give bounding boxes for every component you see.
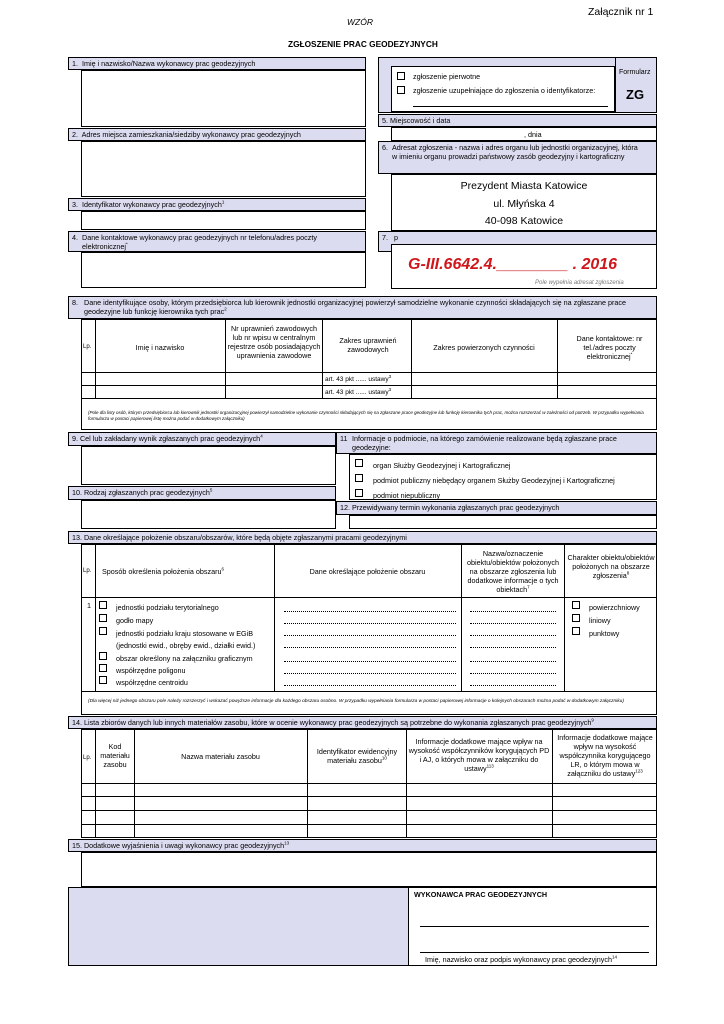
s13-col-sposob: Sposób określenia położenia obszaru$^6$ [102,566,224,576]
section-4-field[interactable] [81,252,366,288]
section-13-header: 13. Dane określające położenie obszaru/obszarów, które będą objęte zgłaszanymi pracami geodezyjnymi [68,531,657,544]
adresat-line-2: ul. Młyńska 4 [493,198,555,210]
s13-opt-3: jednostki podziału kraju stosowane w EGiB [116,629,254,638]
section-10-field[interactable] [81,500,336,529]
s13-nazwa-line[interactable] [470,647,556,648]
formularz-label: Formularz [619,69,651,76]
s13-opt-5: współrzędne poligonu [116,666,186,675]
s13-nazwa-line[interactable] [470,611,556,612]
section-4-header: 4. Dane kontaktowe wykonawcy prac geodezyjnych nr telefonu/adres poczty elektronicznej* [68,231,366,252]
case-number-note: Pole wypełnia adresat zgłoszenia [535,280,624,286]
s14-col-info: Informacje dodatkowe mające wpływ na wysokość współczynników korygujących PD i AJ, o których mowa w załączniku do ustawy$^{113}$ [408,737,550,773]
s13-nazwa-line[interactable] [470,623,556,624]
s8-note: (Pole dla listy osób, którym przedsiębiorca lub kierownik jednostki organizacyjnej powierzył samodzielne wykonanie czynności składających się na zgłaszane prace geodezyjne lub funkcję kierownika tych prac, można rozszerzać w zależności od potrzeb. W przypadku wypełniania formularza w postaci papierowej listę można podać w dodatkowym załączniku) [88,410,644,421]
s13-dane-line[interactable] [284,635,456,636]
s13-col-charakter: Charakter obiektu/obiektów położonych na obszarze zgłoszenia$^8$ [567,553,655,580]
signature-title: WYKONAWCA PRAC GEODEZYJNYCH [414,890,548,899]
s13-char-3: punktowy [589,629,620,638]
s13-dane-line[interactable] [284,661,456,662]
s14-col-lp: Lp. [83,755,92,761]
checkbox-podmiot-niepubliczny[interactable] [355,489,363,497]
section-12-field[interactable] [349,515,657,529]
s13-col-lp: Lp. [83,568,92,574]
checkbox-powierzchniowy[interactable] [572,601,580,609]
section-6-header: 6. Adresat zgłoszenia - nazwa i adres organu lub jednostki organizacyjnej, która w imieniu organu prowadzi państwowy zasób geodezyjny i kartograficzny [378,141,657,174]
s13-opt-1: jednostki podziału terytorialnego [116,603,219,612]
section-2-field[interactable] [81,141,366,197]
s8-col-name: Imię i nazwisko [135,343,185,352]
form-code: ZG [626,87,645,102]
s13-note: (Dla więcej niż jednego obszaru pole należy rozszerzyć i wskazać powyższe informacje dla każdego obszaru osobno. W przypadku wypełniania formularza w postaci papierowej informacje o kolejnych obszarach można podać w dodatkowym załączniku) [88,699,624,704]
option-zgloszenie-uzupelniajace: zgłoszenie uzupełniające do zgłoszenia o identyfikatorze: [413,86,596,95]
section-7-header: 7. p [378,231,657,252]
s14-col-id: Identyfikator ewidencyjny materiału zasobu$^{10}$ [316,747,398,765]
option-organ-sgik: organ Służby Geodezyjnej i Kartograficznej [373,461,511,470]
checkbox-zgloszenie-pierwotne[interactable] [397,72,405,80]
checkbox-liniowy[interactable] [572,614,580,622]
checkbox-podmiot-publiczny[interactable] [355,474,363,482]
signature-caption: Imię, nazwisko oraz podpis wykonawcy prac geodezyjnych$^{14}$ [425,954,617,964]
date-dnia-label: , dnia [524,130,542,139]
s13-nazwa-line[interactable] [470,635,556,636]
s8-col-czynnosci: Zakres powierzonych czynności [433,343,535,352]
annex-label: Załącznik nr 1 [588,6,654,18]
section-9-field[interactable] [81,446,336,485]
s13-opt-6: współrzędne centroidu [116,678,188,687]
section-12-header: 12. Przewidywany termin wykonania zgłaszanych prac geodezyjnych [336,501,657,515]
checkbox-jednostki-terytorialne[interactable] [99,601,107,609]
checkbox-zalacznik-graficzny[interactable] [99,652,107,660]
section-15-header: 15. Dodatkowe wyjaśnienia i uwagi wykonawcy prac geodezyjnych$^{13}$ [68,839,657,852]
option-podmiot-publiczny: podmiot publiczny niebędący organem Służby Geodezyjnej i Kartograficznej [373,476,615,485]
checkbox-punktowy[interactable] [572,627,580,635]
adresat-line-3: 40-098 Katowice [484,215,564,227]
section-3-field[interactable] [81,211,366,230]
wzor-label: WZÓR [347,17,373,27]
section-10-header: 10. Rodzaj zgłaszanych prac geodezyjnych$^5$ [68,486,336,500]
s8-col-kontakt: Dane kontaktowe: nr tel./adres poczty elektronicznej* [576,334,643,361]
s13-nazwa-line[interactable] [470,685,556,686]
s8-col-nr: Nr uprawnień zawodowych lub nr wpisu w centralnym rejestrze osób posiadających uprawnienia zawodowe [227,324,321,360]
section-3-header: 3. Identyfikator wykonawcy prac geodezyjnych$^1$ [68,198,366,211]
s13-opt-3b: (jednostki ewid., obręby ewid., działki ewid.) [116,641,256,650]
option-zgloszenie-pierwotne: zgłoszenie pierwotne [413,72,481,81]
page-title: ZGŁOSZENIE PRAC GEODEZYJNYCH [288,39,438,49]
checkbox-organ-sgik[interactable] [355,459,363,467]
s13-dane-line[interactable] [284,673,456,674]
s13-col-nazwa: Nazwa/oznaczenie obiektu/obiektów położonych na obszarze zgłoszenia lub dodatkowe informacje o tych obiektach$^7$ [467,549,559,594]
s14-col-nazwa: Nazwa materiału zasobu [181,752,260,761]
s14-col-kod: Kod materiału zasobu [100,742,130,769]
section-5-header: 5. Miejscowość i data [378,114,657,127]
checkbox-zgloszenie-uzupelniajace[interactable] [397,86,405,94]
section-11-header: 11 Informacje o podmiocie, na którego zamówienie realizowane będą zgłaszane prace geodezyjne: [336,432,657,454]
checkbox-wspolrzedne-poligonu[interactable] [99,664,107,672]
s13-nazwa-line[interactable] [470,661,556,662]
s8-row2-zakres: art. 43 pkt ...... ustawy$^3$ [325,386,392,396]
s13-row-num: 1 [87,601,91,610]
s13-dane-line[interactable] [284,647,456,648]
s13-char-1: powierzchniowy [589,603,640,612]
section-8-header: 8. Dane identyfikujące osoby, którym przedsiębiorca lub kierownik jednostki organizacyjnej powierzył samodzielne wykonanie czynności składających się na zgłaszane prace geodezyjne lub funkcję kierownika tych prac$^2$ [68,296,657,319]
section-14-header: 14. Lista zbiorów danych lub innych materiałów zasobu, które w ocenie wykonawcy prac geodezyjnych są potrzebne do wykonania zgłaszanych prac geodezyjnych$^9$ [68,716,657,729]
s8-row1-zakres: art. 43 pkt ...... ustawy$^3$ [325,373,392,383]
s8-col-lp: Lp. [83,344,92,350]
s8-col-zakres: Zakres uprawnień zawodowych [339,336,397,354]
s13-dane-line[interactable] [284,611,456,612]
case-number: G-III.6642.4.________ . 2016 [408,256,618,273]
checkbox-wspolrzedne-centroidu[interactable] [99,676,107,684]
section-2-header: 2. Adres miejsca zamieszkania/siedziby wykonawcy prac geodezyjnych [68,128,366,141]
s13-opt-4: obszar określony na załączniku graficznym [116,654,253,663]
section-15-field[interactable] [81,852,657,887]
s13-opt-2: godło mapy [116,616,154,625]
s14-col-info2: Informacje dodatkowe mające wpływ na wysokość współczynnika korygującego LR, o którym mowa w załączniku do ustawy$^{123}$ [557,733,653,778]
section-9-header: 9. Cel lub zakładany wynik zgłaszanych prac geodezyjnych$^4$ [68,432,336,446]
section-1-header: 1. Imię i nazwisko/Nazwa wykonawcy prac geodezyjnych [68,57,366,70]
checkbox-godlo-mapy[interactable] [99,614,107,622]
adresat-line-1: Prezydent Miasta Katowice [460,180,588,192]
s13-char-2: liniowy [589,616,611,625]
s13-dane-line[interactable] [284,685,456,686]
section-1-field[interactable] [81,70,366,127]
option-podmiot-niepubliczny: podmiot niepubliczny [373,491,441,500]
checkbox-jednostki-egib[interactable] [99,627,107,635]
s13-dane-line[interactable] [284,623,456,624]
s13-nazwa-line[interactable] [470,673,556,674]
s13-col-dane: Dane określające położenie obszaru [309,567,426,576]
